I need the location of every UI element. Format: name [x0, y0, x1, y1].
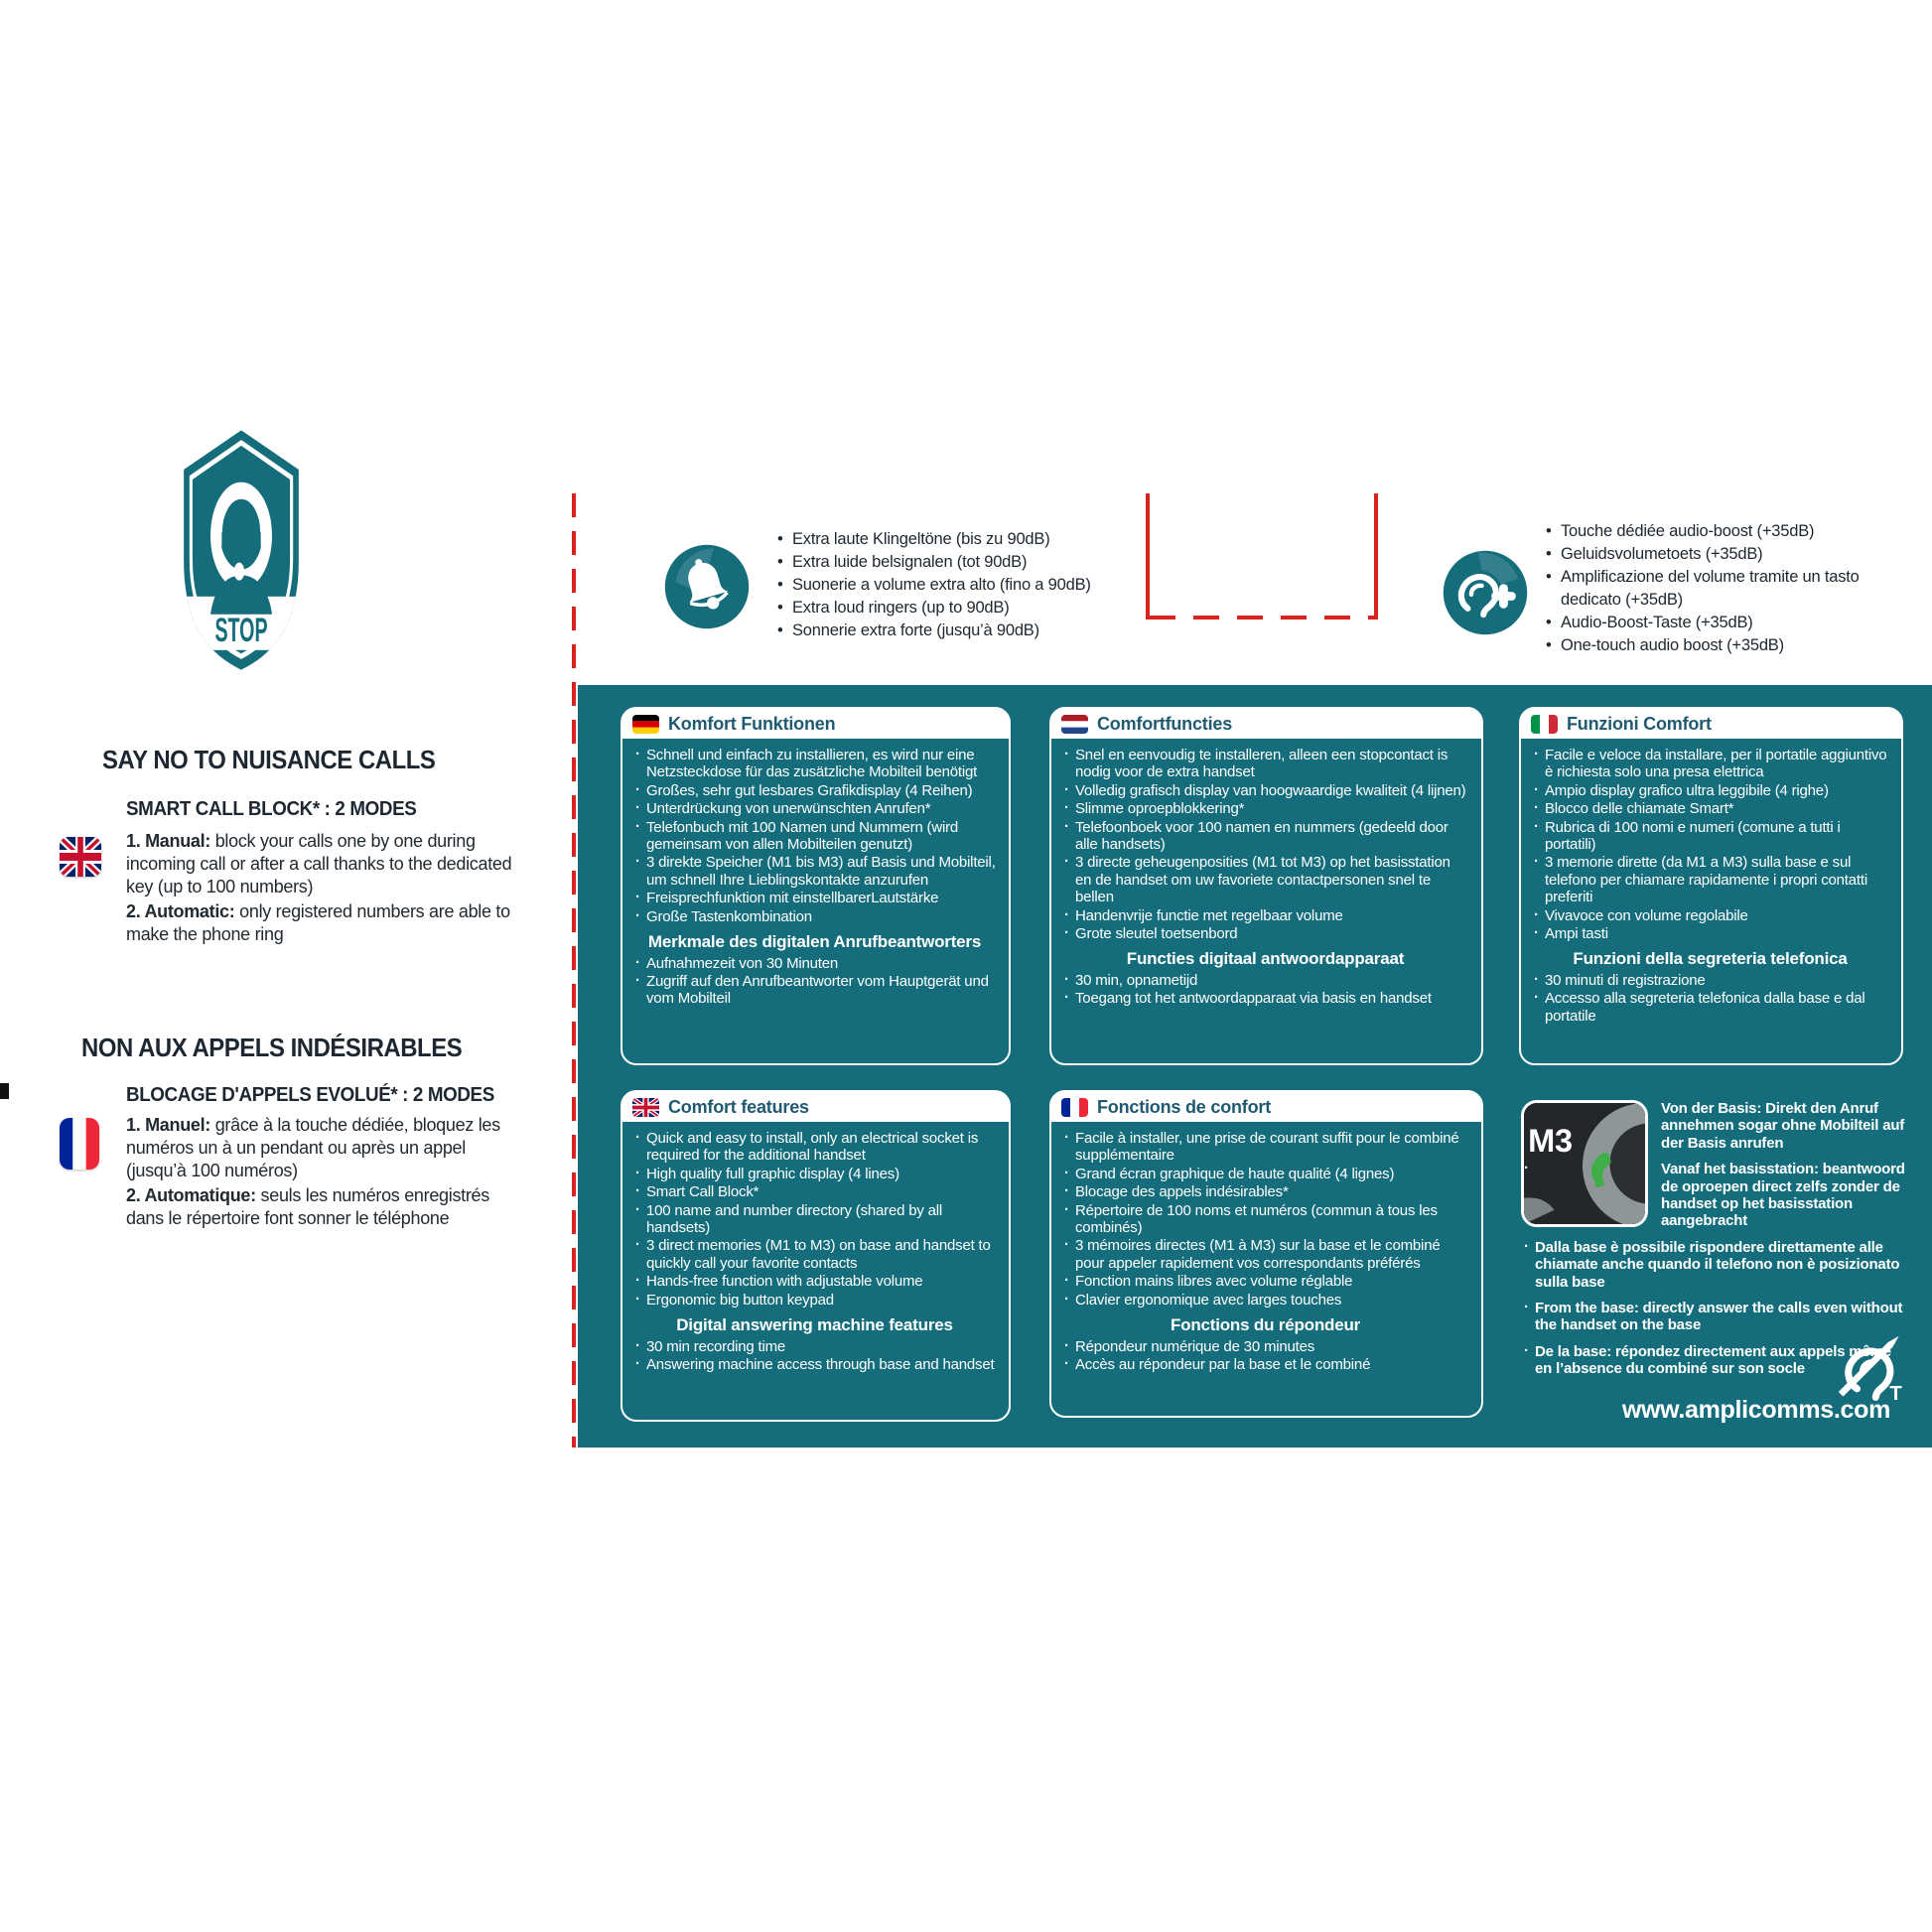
list-item: · Ampi tasti	[1531, 925, 1889, 942]
feature-box-italian-header	[1521, 709, 1901, 739]
list-item: • Suonerie a volume extra alto (fino a 90dB)	[776, 574, 1120, 597]
stop-shield-icon	[180, 425, 303, 675]
website-url: www.amplicomms.com	[1621, 1396, 1890, 1424]
list-item: · Von der Basis: Direkt den Anruf annehmen sogar ohne Mobilteil auf der Basis anrufen	[1521, 1100, 1906, 1152]
list-item: · Toegang tot het antwoordapparaat via basis en handset	[1061, 990, 1469, 1007]
feature-box-italian-body	[1521, 739, 1901, 1032]
feature-box-dutch-body	[1051, 739, 1481, 1015]
answering-machine-subtitle: Merkmale des digitalen Anrufbeantworters	[647, 931, 982, 951]
list-item: · Ampio display grafico ultra leggibile (4 righe)	[1531, 782, 1889, 799]
list-item: · Fonction mains libres avec volume réglable	[1061, 1273, 1469, 1290]
fr-mode-automatic	[126, 1184, 523, 1230]
loud-ringer-icon	[663, 543, 751, 630]
list-item: · Hands-free function with adjustable volume	[632, 1273, 997, 1290]
list-item: · Clavier ergonomique avec larges touches	[1061, 1292, 1469, 1309]
list-item: · Quick and easy to install, only an electrical socket is required for the additional handset	[632, 1130, 997, 1165]
feature-box-french	[1049, 1090, 1483, 1418]
feature-list	[1061, 747, 1469, 942]
answering-machine-list	[632, 955, 997, 1008]
fr-mode-automatic-desc: seuls les numéros enregistrés dans le répertoire font sonner le téléphone	[126, 1185, 489, 1229]
fr-mode-automatic-label: 2. Automatique:	[126, 1185, 256, 1206]
tcoil-ear-icon	[1831, 1328, 1908, 1406]
m3-key-label: M3	[1528, 1122, 1573, 1159]
list-item: · Grote sleutel toetsenbord	[1061, 925, 1469, 942]
feature-box-title: Fonctions de confort	[1097, 1097, 1271, 1117]
fr-mode-manual-desc: grâce à la touche dédiée, bloquez les numéros un à un pendant ou après un appel (jusqu’à 100 numéros)	[126, 1115, 500, 1181]
italy-flag-icon	[1531, 715, 1558, 734]
list-item: · Accesso alla segreteria telefonica dalla base e dal portatile	[1531, 990, 1889, 1025]
list-item: · Slimme oproepblokkering*	[1061, 800, 1469, 817]
list-item: · Répertoire de 100 noms et numéros (commun à tous les combinés)	[1061, 1202, 1469, 1237]
feature-list	[1531, 747, 1889, 942]
feature-list	[632, 747, 997, 925]
fr-subheading: BLOCAGE D'APPELS EVOLUÉ* : 2 MODES	[126, 1084, 494, 1106]
feature-box-italian	[1519, 707, 1903, 1065]
answering-machine-subtitle: Digital answering machine features	[676, 1314, 953, 1334]
answering-machine-subtitle: Functies digitaal antwoordapparaat	[1126, 949, 1405, 969]
feature-box-french-body	[1051, 1122, 1481, 1380]
feature-box-english-body	[622, 1122, 1009, 1380]
stop-label: STOP	[214, 611, 268, 649]
feature-box-title: Comfortfuncties	[1097, 714, 1232, 734]
fr-heading: NON AUX APPELS INDÉSIRABLES	[81, 1033, 463, 1062]
list-item: · Große Tastenkombination	[632, 908, 997, 925]
en-mode-manual-desc: block your calls one by one during incoming call or after a call thanks to the dedicated key (up to 100 numbers)	[126, 831, 512, 897]
list-item: · Smart Call Block*	[632, 1183, 997, 1200]
list-item: · Handenvrije functie met regelbaar volume	[1061, 907, 1469, 924]
audio-boost-icon	[1442, 549, 1529, 636]
list-item: · 3 memorie dirette (da M1 a M3) sulla base e sul telefono per chiamare rapidamente i propri contatti preferiti	[1531, 854, 1889, 905]
list-item: • Geluidsvolumetoets (+35dB)	[1545, 543, 1914, 566]
feature-box-english-header	[622, 1092, 1009, 1122]
list-item: · Blocco delle chiamate Smart*	[1531, 800, 1889, 817]
answering-machine-subtitle: Fonctions du répondeur	[1170, 1314, 1361, 1334]
answering-machine-list	[1061, 972, 1469, 1008]
list-item: • Audio-Boost-Taste (+35dB)	[1545, 612, 1914, 634]
list-item: · 3 directe geheugenposities (M1 tot M3) op het basisstation en de handset om uw favoriete contactpersonen snel te bellen	[1061, 854, 1469, 905]
list-item: • Touche dédiée audio-boost (+35dB)	[1545, 520, 1914, 543]
list-item: · 30 min recording time	[632, 1338, 997, 1355]
cutout-bottom-line	[1150, 616, 1374, 620]
feature-box-title: Funzioni Comfort	[1567, 714, 1712, 734]
list-item: · Vanaf het basisstation: beantwoord de oproepen direct zelfs zonder de handset op het basisstation aangebracht	[1521, 1161, 1906, 1230]
uk-flag-icon	[60, 837, 101, 877]
list-item: · Aufnahmezeit von 30 Minuten	[632, 955, 997, 972]
list-item: · Grand écran graphique de haute qualité (4 lignes)	[1061, 1166, 1469, 1182]
list-item: · Schnell und einfach zu installieren, es wird nur eine Netzsteckdose für das zusätzliche Mobilteil benötigt	[632, 747, 997, 781]
france-flag-icon	[60, 1118, 99, 1170]
list-item: · Dalla base è possibile rispondere direttamente alle chiamate anche quando il telefono non è posizionato sulla base	[1521, 1239, 1906, 1291]
fr-mode-manual-label: 1. Manuel:	[126, 1115, 211, 1135]
france-flag-small-icon	[1061, 1098, 1088, 1117]
list-item: • Extra luide belsignalen (tot 90dB)	[776, 551, 1120, 574]
list-item: • Sonnerie extra forte (jusqu’à 90dB)	[776, 620, 1120, 642]
list-item: · Großes, sehr gut lesbares Grafikdisplay (4 Reihen)	[632, 782, 997, 799]
feature-box-title: Komfort Funktionen	[668, 714, 836, 734]
list-item: · 3 direkte Speicher (M1 bis M3) auf Basis und Mobilteil, um schnell Ihre Lieblingskontakte anzurufen	[632, 854, 997, 889]
list-item: · Vivavoce con volume regolabile	[1531, 907, 1889, 924]
cut-line-vertical	[572, 493, 576, 1448]
list-item: · 3 direct memories (M1 to M3) on base and handset to quickly call your favorite contacts	[632, 1237, 997, 1272]
feature-box-german	[621, 707, 1011, 1065]
list-item: • Extra loud ringers (up to 90dB)	[776, 597, 1120, 620]
en-modes-text	[126, 830, 515, 948]
list-item: · Telefonbuch mit 100 Namen und Nummern (wird gemeinsam von allen Mobilteilen genutzt)	[632, 819, 997, 854]
list-item: · Rubrica di 100 nomi e numeri (comune a tutti i portatili)	[1531, 819, 1889, 854]
boost-bullet-list	[1545, 520, 1914, 657]
list-item: • Amplificazione del volume tramite un tasto dedicato (+35dB)	[1545, 566, 1914, 612]
list-item: · High quality full graphic display (4 lines)	[632, 1166, 997, 1182]
feature-panel	[578, 685, 1932, 1448]
answering-machine-list	[1531, 972, 1889, 1025]
list-item: · From the base: directly answer the calls even without the handset on the base	[1521, 1300, 1906, 1334]
edge-mark	[0, 1083, 9, 1099]
en-mode-automatic	[126, 900, 515, 946]
feature-box-german-header	[622, 709, 1009, 739]
tcoil-letter: T	[1889, 1382, 1902, 1405]
list-item: · Volledig grafisch display van hoogwaardige kwaliteit (4 lijnen)	[1061, 782, 1469, 799]
list-item: · Snel en eenvoudig te installeren, alleen een stopcontact is nodig voor de extra handset	[1061, 747, 1469, 781]
list-item: · Freisprechfunktion mit einstellbarerLautstärke	[632, 890, 997, 906]
list-item: · Zugriff auf den Anrufbeantworter vom Hauptgerät und vom Mobilteil	[632, 973, 997, 1008]
en-mode-manual	[126, 830, 515, 898]
cutout-left-line	[1146, 493, 1150, 620]
feature-box-german-body	[622, 739, 1009, 1015]
list-item: · Telefoonboek voor 100 namen en nummers (gedeeld door alle handsets)	[1061, 819, 1469, 854]
answering-machine-list	[632, 1338, 997, 1374]
list-item: · Answering machine access through base and handset	[632, 1356, 997, 1373]
list-item: · Facile e veloce da installare, per il portatile aggiuntivo è richiesta solo una presa elettrica	[1531, 747, 1889, 781]
cutout-right-line	[1374, 493, 1378, 620]
answering-machine-subtitle: Funzioni della segreteria telefonica	[1573, 949, 1848, 969]
feature-box-title: Comfort features	[668, 1097, 809, 1117]
list-item: · 100 name and number directory (shared by all handsets)	[632, 1202, 997, 1237]
feature-box-dutch	[1049, 707, 1483, 1065]
fr-modes-text	[126, 1114, 523, 1232]
list-item: · De la base: répondez directement aux appels même en l’absence du combiné sur son socle	[1521, 1343, 1906, 1378]
list-item: · Accès au répondeur par la base et le combiné	[1061, 1356, 1469, 1373]
answering-machine-list	[1061, 1338, 1469, 1374]
list-item: · 30 min, opnametijd	[1061, 972, 1469, 989]
netherlands-flag-icon	[1061, 715, 1088, 734]
feature-list	[632, 1130, 997, 1309]
en-heading: SAY NO TO NUISANCE CALLS	[102, 745, 436, 774]
feature-box-french-header	[1051, 1092, 1481, 1122]
feature-box-dutch-header	[1051, 709, 1481, 739]
en-mode-automatic-label: 2. Automatic:	[126, 901, 235, 922]
germany-flag-icon	[632, 715, 659, 734]
list-item: · Facile à installer, une prise de courant suffit pour le combiné supplémentaire	[1061, 1130, 1469, 1165]
ringer-bullet-list	[776, 528, 1120, 642]
list-item: • One-touch audio boost (+35dB)	[1545, 634, 1914, 657]
feature-list	[1061, 1130, 1469, 1309]
feature-box-english	[621, 1090, 1011, 1422]
list-item: · Unterdrückung von unerwünschten Anrufen*	[632, 800, 997, 817]
en-subheading: SMART CALL BLOCK* : 2 MODES	[126, 798, 417, 820]
list-item: · Répondeur numérique de 30 minutes	[1061, 1338, 1469, 1355]
list-item: · 3 mémoires directes (M1 à M3) sur la base et le combiné pour appeler rapidement vos correspondants préférés	[1061, 1237, 1469, 1272]
list-item: • Extra laute Klingeltöne (bis zu 90dB)	[776, 528, 1120, 551]
list-item: · Blocage des appels indésirables*	[1061, 1183, 1469, 1200]
list-item: · 30 minuti di registrazione	[1531, 972, 1889, 989]
uk-flag-small-icon	[632, 1098, 659, 1117]
fr-mode-manual	[126, 1114, 523, 1182]
list-item: · Ergonomic big button keypad	[632, 1292, 997, 1309]
en-mode-automatic-desc: only registered numbers are able to make the phone ring	[126, 901, 510, 945]
en-mode-manual-label: 1. Manual:	[126, 831, 211, 851]
